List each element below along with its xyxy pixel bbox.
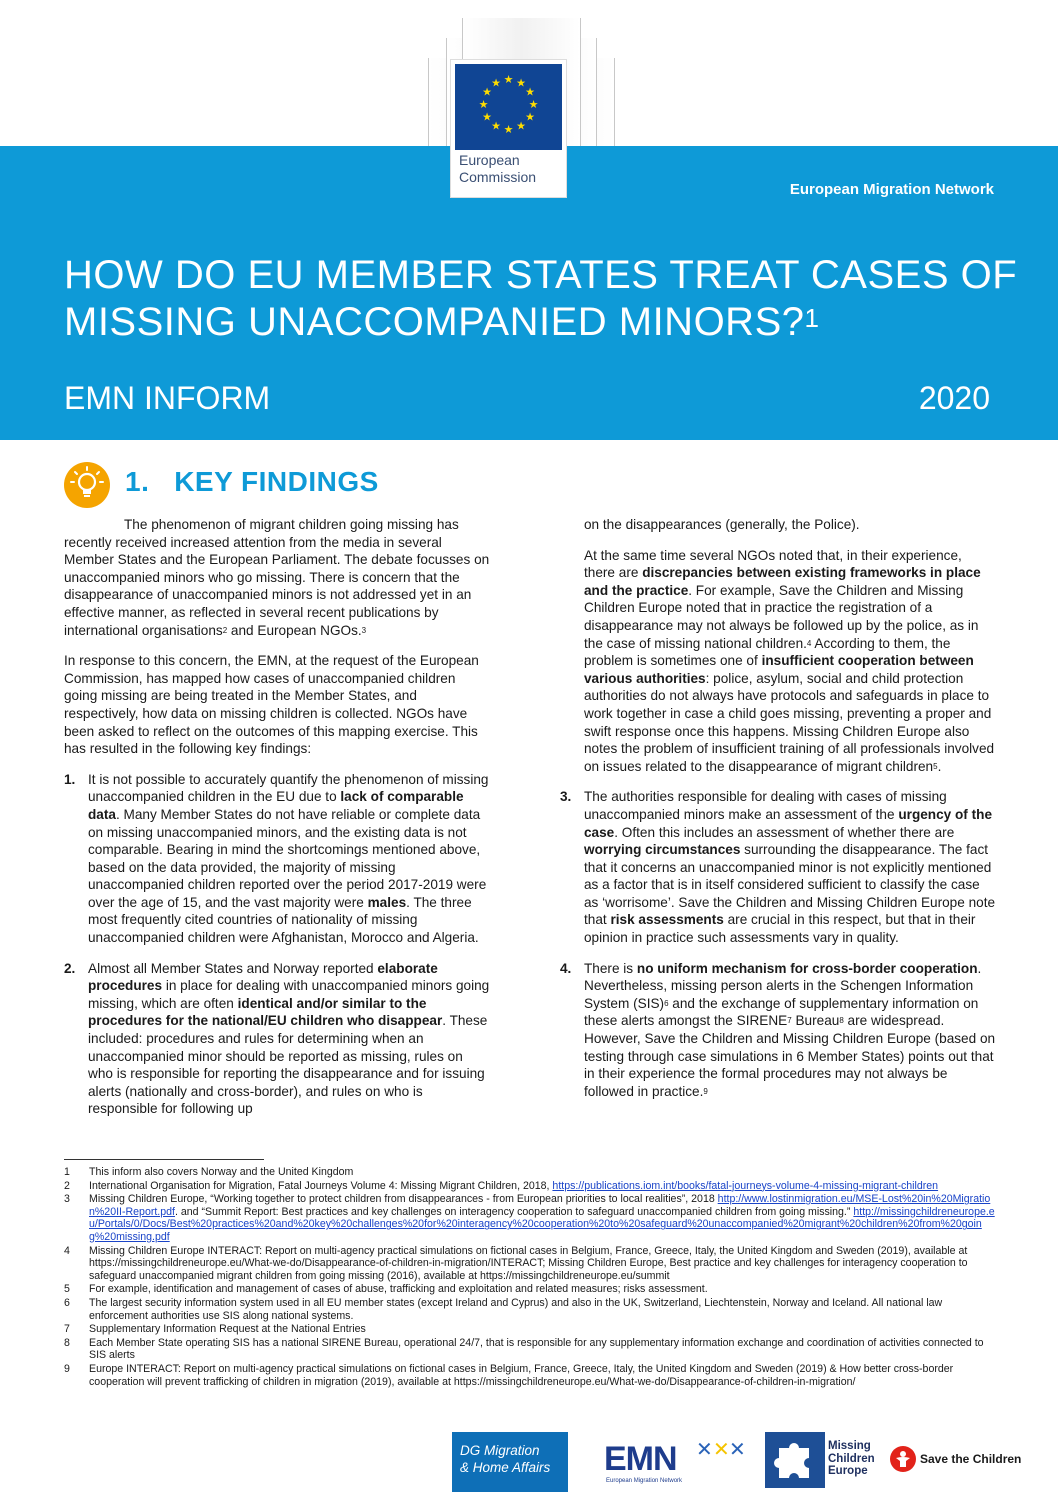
left-column (64, 516, 490, 1131)
emphasis: lack of comparable data (88, 789, 464, 822)
finding-number: 1. (64, 771, 76, 787)
footnote-ref[interactable]: 4 (806, 638, 812, 648)
footnote-text: The largest security information system used in all EU member states (except Ireland and Cyprus) and also in the UK, Switzerland, Liechtenstein, Norway and Iceland. All national law enforcement authorities use SIS along national systems. (89, 1296, 943, 1322)
emphasis: urgency of the case (584, 806, 992, 840)
svg-text:✕: ✕ (713, 1437, 730, 1461)
dg-line-1: DG Migration (460, 1443, 540, 1458)
svg-text:★: ★ (503, 123, 514, 136)
footnote-link[interactable]: http://missingchildreneurope.eu/Portals/0/Docs/Best%20practices%20and%20key%20challenges%20for%20interagency%20cooperation%20to%20safeguard%20unaccompanied%20migrant%20children%20from%20going%20missing.pdf (89, 1205, 995, 1243)
footnote-item (64, 1337, 996, 1362)
footnote-ref[interactable]: 3 (361, 625, 367, 635)
footnote-item (64, 1166, 996, 1179)
footnote-text: Missing Children Europe, “Working together to protect children from disappearances - from European priorities to local realities”, 2018 http://www.lostinmigration.eu/MSE-Lost%20in%20Migration%20II-Report.pdf. and “Summit Report: Best practices and key challenges on interagency cooperation to safeguard unaccompanied children from going missing.” http://missingchildreneurope.eu/Portals/0/Docs/Best%20practices%20and%20key%20challenges%20for%20interagency%20cooperation%20to%20safeguard%20unaccompanied%20migrant%20children%20from%20going%20missing.pdf (89, 1193, 995, 1243)
footnote-item (64, 1297, 996, 1322)
footnote-number: 6 (64, 1296, 70, 1309)
mce-line-3: Europe (828, 1465, 868, 1477)
intro-paragraph-1: The phenomenon of migrant children going missing has recently received increased attention from the media in several Member States and the European Parliament. The debate focusses on unaccompanied minors who go missing. There is concern that the disappearance of unaccompanied minors is not addressed yet in an effective manner, as reflected in several recent publications by international organisations$^2$ and European NGOs.$^3$ (64, 517, 490, 638)
finding-text: Almost all Member States and Norway reported elaborate procedures in place for dealing with unaccompanied minors going missing, which are often identical and/or similar to the procedures for the national/EU children who disappear. These included: procedures and rules for determining when an unaccompanied minor should be reported as missing, rules on who is responsible for reporting the disappearance and for issuing alerts (nationally and cross-border), and rules on who is responsible for following up (88, 960, 490, 1117)
footnote-ref[interactable]: 7 (787, 1016, 792, 1026)
footnote-item (64, 1323, 996, 1336)
footnote-ref[interactable]: 6 (664, 998, 669, 1008)
commission-wordmark (459, 152, 536, 186)
svg-text:★: ★ (491, 119, 501, 133)
footnote-item (64, 1180, 996, 1193)
emphasis: elaborate procedures (88, 960, 438, 994)
section-title (125, 466, 379, 498)
footnote-text: For example, identification and management of cases of abuse, trafficking and exploitation and related measures; risks assessment. (89, 1283, 708, 1296)
footnote-number: 7 (64, 1323, 70, 1336)
footnote-divider (64, 1159, 264, 1160)
footnote-number: 3 (64, 1193, 70, 1206)
emn-logo-text: EMN (604, 1440, 677, 1478)
svg-text:★: ★ (503, 73, 514, 86)
finding-4 (560, 960, 996, 1101)
footnote-text: This inform also covers Norway and the United Kingdom (89, 1166, 354, 1178)
emphasis: identical and/or similar to the procedures for the national/EU children who disappear (88, 995, 443, 1029)
continuation-paragraph: on the disappearances (generally, the Police). (584, 517, 860, 532)
finding-number: 2. (64, 960, 76, 976)
emphasis: discrepancies between existing frameworks in place and the practice (584, 565, 981, 598)
svg-text:★: ★ (525, 85, 535, 99)
network-label: European Migration Network (789, 181, 994, 198)
emphasis: no uniform mechanism for cross-border cooperation (636, 960, 978, 976)
intro-paragraph-2: In response to this concern, the EMN, at the request of the European Commission, has mapped how cases of unaccompanied children going missing are being treated in the Member States, and respectively, how data on missing children is collected. NGOs have been asked to reflect on the outcomes of this mapping exercise. This has resulted in the following key findings: (64, 653, 479, 757)
inform-year: 2020 (918, 380, 990, 416)
svg-text:★: ★ (478, 98, 489, 111)
svg-text:✕: ✕ (696, 1437, 713, 1461)
footnote-item (64, 1363, 996, 1388)
emphasis: risk assessments (610, 912, 724, 928)
puzzle-icon (765, 1432, 825, 1488)
title-footnote-ref[interactable]: 1 (804, 303, 820, 333)
save-the-children-icon (890, 1446, 916, 1472)
footnotes (64, 1166, 996, 1389)
footnote-text: Each Member State operating SIS has a national SIRENE Bureau, operational 24/7, that is responsible for any supplementary information exchange and coordination of activities connected to SIS alerts (89, 1336, 984, 1362)
footnote-number: 2 (64, 1179, 70, 1192)
footnote-ref[interactable]: 2 (222, 625, 228, 635)
footnote-text: International Organisation for Migration, Fatal Journeys Volume 4: Missing Migrant Children, 2018, https://publications.iom.int/books/fatal-journeys-volume-4-missing-migrant-children (89, 1179, 939, 1192)
svg-text:★: ★ (525, 110, 535, 124)
finding-3 (560, 788, 996, 946)
finding-number: 3. (560, 789, 572, 805)
dg-home-logo (452, 1432, 568, 1492)
svg-text:★: ★ (491, 76, 501, 90)
svg-text:★: ★ (482, 110, 492, 124)
footnote-item (64, 1193, 996, 1243)
dg-line-2: & Home Affairs (460, 1460, 551, 1475)
footnote-number: 4 (64, 1244, 70, 1257)
mce-line-2: Children (828, 1452, 875, 1465)
section-number: 1. (125, 466, 150, 497)
emn-stars-icon (696, 1436, 748, 1462)
footnote-link[interactable]: https://publications.iom.int/books/fatal-journeys-volume-4-missing-migrant-children (552, 1179, 939, 1192)
section-title-text: KEY FINDINGS (174, 466, 379, 497)
missing-children-europe-wordmark (828, 1440, 875, 1478)
footnote-ref[interactable]: 8 (839, 1016, 844, 1026)
footnote-ref[interactable]: 5 (933, 761, 938, 771)
emphasis: worrying circumstances (584, 842, 741, 858)
lightbulb-icon (64, 462, 110, 508)
emphasis: males (367, 894, 407, 910)
finding-text: The authorities responsible for dealing with cases of missing unaccompanied minors make an assessment of the urgency of the case. Often this includes an assessment of whether there are worrying circumstances surrounding the disappearance. The fact that it concerns an unaccompanied minor is not explicitly mentioned as a factor that is in itself considered sufficient to classify the case as ‘worrisome’. Save the Children and Missing Children Europe note that risk assessments are crucial in this respect, but that in their opinion in practice such assessments vary in quality. (584, 789, 996, 946)
emn-logo-subtitle: European Migration Network (606, 1478, 683, 1484)
finding-1 (64, 771, 490, 947)
save-the-children-wordmark: Save the Children (920, 1452, 1022, 1466)
emn-logo (604, 1436, 752, 1488)
emphasis: insufficient cooperation between various authorities (584, 653, 974, 686)
mce-line-1: Missing (828, 1440, 871, 1452)
european-commission-logo (451, 60, 566, 197)
svg-text:★: ★ (516, 119, 526, 133)
footnote-ref[interactable]: 9 (703, 1086, 708, 1096)
svg-text:★: ★ (482, 85, 492, 99)
footnote-number: 1 (64, 1166, 70, 1178)
svg-text:★: ★ (528, 98, 539, 111)
eu-flag-icon (455, 64, 562, 150)
commission-line-2: Commission (459, 169, 537, 185)
right-column (560, 516, 996, 1113)
footnote-number: 5 (64, 1283, 70, 1296)
finding-text: There is no uniform mechanism for cross-border cooperation. Nevertheless, missing person alerts in the Schengen Information System (SIS)$^6$ and the exchange of supplementary information on these alerts amongst the SIRENE$^7$ Bureau$^8$ are widespread. However, Save the Children and Missing Children Europe (based on testing through case simulations in 6 Member States) points out that in their experience the formal procedures may not always be followed in practice.$^9$ (584, 960, 996, 1099)
commission-line-1: European (459, 152, 520, 168)
svg-text:✕: ✕ (729, 1437, 746, 1461)
footnote-link[interactable]: http://www.lostinmigration.eu/MSE-Lost%20in%20Migration%20II-Report.pdf (89, 1193, 991, 1218)
footnote-item (64, 1283, 996, 1296)
footnote-text: Supplementary Information Request at the National Entries (89, 1323, 366, 1336)
ngo-paragraph: At the same time several NGOs noted that, in their experience, there are discrepancies between existing frameworks in place and the practice. For example, Save the Children and Missing Children Europe noted that in practice the registration of a disappearance may not always be followed up by the police, as in the case of missing national children.$^4$ According to them, the problem is sometimes one of insufficient cooperation between various authorities: police, asylum, social and child protection authorities do not always have protocols and safeguards in place to work together in case a child goes missing, preventing a proper and swift response once this happens. Missing Children Europe also notes the problem of insufficient training of all professionals involved on issues related to the disappearance of migrant children$^5$. (584, 547, 995, 774)
finding-number: 4. (560, 960, 572, 976)
footnote-number: 9 (64, 1362, 70, 1375)
footnote-text: Europe INTERACT: Report on multi-agency practical simulations on fictional cases in Belgium, France, Greece, Italy, the United Kingdom and Sweden (2019) & How better cross-border cooperation will prevent trafficking of children in migration (2019), available at https://missingchildreneurope.eu/What-we-do/Disappearance-of-children-in-migration/ (89, 1362, 954, 1388)
footnote-item (64, 1245, 996, 1283)
finding-2 (64, 960, 490, 1118)
footnote-number: 8 (64, 1336, 70, 1349)
svg-text:★: ★ (516, 76, 526, 90)
inform-label: EMN INFORM (64, 380, 271, 416)
finding-text: It is not possible to accurately quantify the phenomenon of missing unaccompanied children in the EU due to lack of comparable data. Many Member States do not have reliable or complete data on missing unaccompanied minors, and the existing data is not comparable. Bearing in mind the shortcomings mentioned above, based on the data provided, the majority of missing unaccompanied children reported over the period 2017-2019 were over the age of 15, and the vast majority were males. The three most frequently cited countries of nationality of missing unaccompanied children were Afghanistan, Morocco and Algeria. (88, 771, 489, 946)
page-title (64, 252, 1024, 346)
footnote-text: Missing Children Europe INTERACT: Report on multi-agency practical simulations on fictional cases in Belgium, France, Greece, Italy, the United Kingdom and Sweden (2019), available at https://missingchildreneurope.eu/What-we-do/Disappearance-of-children-in-migration/INTERACT; Missing Children Europe, Best practice and key challenges for interagency cooperation to safeguard unaccompanied migrant children from going missing (2016), available at https://missingchildreneurope.eu/summit (89, 1244, 968, 1282)
title-text: HOW DO EU MEMBER STATES TREAT CASES OF MISSING UNACCOMPANIED MINORS? (64, 253, 1018, 344)
